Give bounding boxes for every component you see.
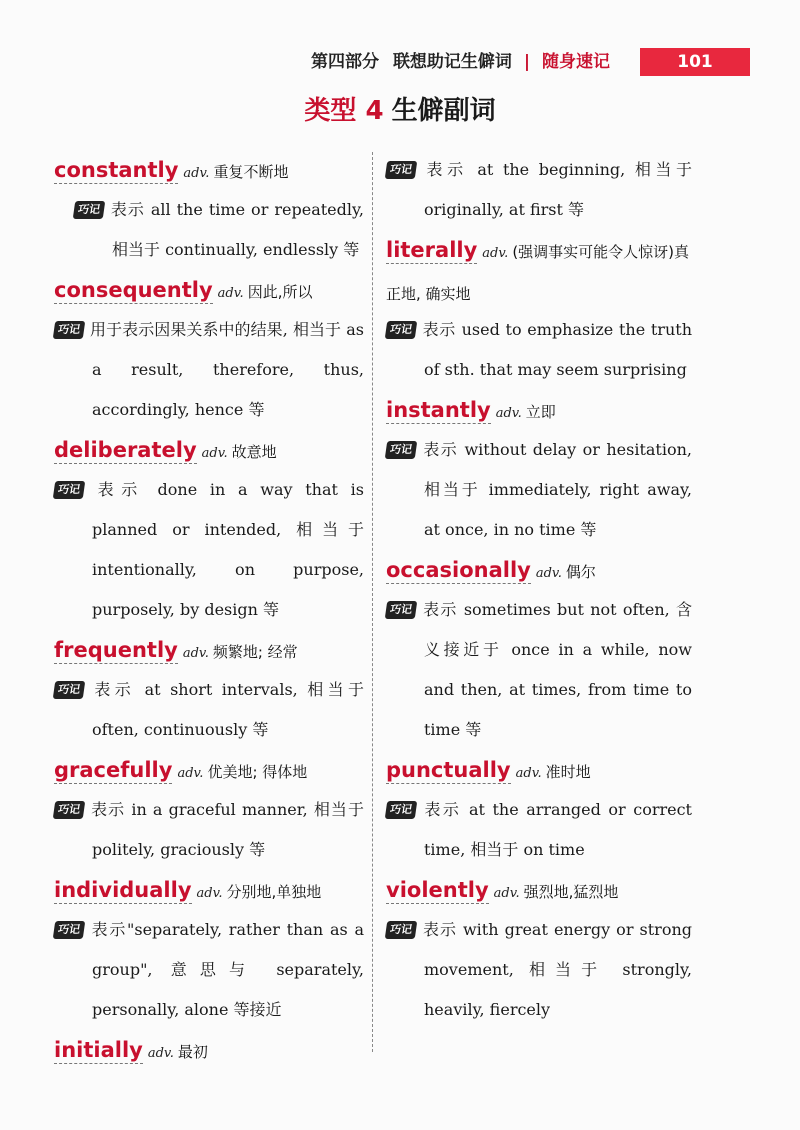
headword: individually	[54, 878, 192, 902]
meaning: 故意地	[231, 443, 277, 461]
note	[386, 310, 692, 390]
column-divider	[372, 152, 373, 1052]
meaning: 准时地	[545, 763, 591, 781]
memory-tag-icon: 巧记	[53, 921, 86, 939]
header-chapter: 联想助记生僻词	[392, 52, 512, 72]
headword: deliberately	[54, 438, 197, 462]
note	[386, 150, 692, 230]
note	[54, 670, 364, 750]
memory-tag-icon: 巧记	[385, 321, 418, 339]
note-text: 表示"separately, rather than as a group", 意思与 separately, personally, alone 等接近	[90, 920, 364, 1019]
entry	[54, 430, 364, 630]
part-of-speech: adv.	[482, 246, 509, 261]
headword: constantly	[54, 158, 179, 182]
note-text: 表示 done in a way that is planned or intended, 相当于 intentionally, on purpose, purposely, by design 等	[90, 480, 364, 619]
section-title	[0, 90, 800, 127]
part-of-speech: adv.	[177, 766, 204, 781]
note-text: 用于表示因果关系中的结果, 相当于 as a result, therefore, thus, accordingly, hence 等	[90, 320, 364, 419]
note-text: 表示 without delay or hesitation, 相当于 immediately, right away, at once, in no time 等	[422, 440, 692, 539]
entry	[54, 630, 364, 750]
note	[386, 910, 692, 1030]
header-title	[311, 48, 610, 76]
note-text: 表示 in a graceful manner, 相当于 politely, graciously 等	[90, 800, 364, 859]
right-column	[386, 150, 692, 1030]
memory-tag-icon: 巧记	[385, 601, 418, 619]
note	[54, 310, 364, 430]
part-of-speech: adv.	[493, 886, 520, 901]
section-name: 生僻副词	[391, 96, 496, 126]
note	[54, 790, 364, 870]
entry	[54, 150, 364, 270]
note-text: 表示 sometimes but not often, 含义接近于 once in a while, now and then, at times, from time to time 等	[422, 600, 692, 739]
memory-tag-icon: 巧记	[385, 801, 418, 819]
header-separator: |	[523, 52, 531, 72]
header-series: 随身速记	[542, 52, 610, 72]
memory-tag-icon: 巧记	[385, 441, 418, 459]
entry	[386, 750, 692, 870]
memory-tag-icon: 巧记	[385, 921, 418, 939]
header-part: 第四部分	[311, 52, 380, 72]
entry	[54, 750, 364, 870]
part-of-speech: adv.	[535, 566, 562, 581]
part-of-speech: adv.	[515, 766, 542, 781]
section-type: 类型 4	[304, 96, 384, 126]
entry	[386, 550, 692, 750]
part-of-speech: adv.	[183, 166, 210, 181]
page-header	[0, 48, 800, 76]
headword: violently	[386, 878, 489, 902]
part-of-speech: adv.	[182, 646, 209, 661]
memory-tag-icon: 巧记	[53, 681, 86, 699]
part-of-speech: adv.	[495, 406, 522, 421]
meaning: 因此,所以	[247, 283, 313, 301]
left-column	[54, 150, 364, 1070]
note-text: 表示 at short intervals, 相当于 often, continuously 等	[90, 680, 364, 739]
headword: frequently	[54, 638, 178, 662]
part-of-speech: adv.	[217, 286, 244, 301]
entry-continued	[386, 150, 692, 230]
note-text: 表示 used to emphasize the truth of sth. that may seem surprising	[422, 320, 692, 379]
headword: instantly	[386, 398, 491, 422]
part-of-speech: adv.	[147, 1046, 174, 1061]
memory-tag-icon: 巧记	[53, 481, 86, 499]
entry	[54, 1030, 364, 1070]
meaning: (强调事实可能令人惊讶)真正地, 确实地	[386, 243, 690, 303]
entry	[54, 270, 364, 430]
headword: consequently	[54, 278, 213, 302]
memory-tag-icon: 巧记	[53, 801, 86, 819]
note	[386, 790, 692, 870]
note-text: 表示 all the time or repeatedly, 相当于 continually, endlessly 等	[110, 200, 364, 259]
note	[54, 470, 364, 630]
part-of-speech: adv.	[201, 446, 228, 461]
entry	[386, 230, 692, 390]
note-text: 表示 at the beginning, 相当于 originally, at first 等	[422, 160, 692, 219]
note	[54, 910, 364, 1030]
meaning: 重复不断地	[213, 163, 289, 181]
meaning: 最初	[177, 1043, 208, 1061]
meaning: 强烈地,猛烈地	[523, 883, 619, 901]
headword: occasionally	[386, 558, 531, 582]
entry	[386, 390, 692, 550]
meaning: 分别地,单独地	[226, 883, 322, 901]
headword: punctually	[386, 758, 511, 782]
entry	[54, 870, 364, 1030]
entry	[386, 870, 692, 1030]
meaning: 立即	[525, 403, 556, 421]
note	[386, 430, 692, 550]
note	[386, 590, 692, 750]
meaning: 优美地; 得体地	[207, 763, 308, 781]
memory-tag-icon: 巧记	[385, 161, 418, 179]
headword: literally	[386, 238, 478, 262]
headword: initially	[54, 1038, 143, 1062]
meaning: 频繁地; 经常	[212, 643, 298, 661]
page-number: 101	[640, 48, 750, 76]
meaning: 偶尔	[565, 563, 596, 581]
note-text: 表示 at the arranged or correct time, 相当于 on time	[422, 800, 692, 859]
note-text: 表示 with great energy or strong movement, 相当于 strongly, heavily, fiercely	[422, 920, 692, 1019]
headword: gracefully	[54, 758, 173, 782]
memory-tag-icon: 巧记	[53, 321, 86, 339]
part-of-speech: adv.	[196, 886, 223, 901]
note	[54, 190, 364, 270]
memory-tag-icon: 巧记	[73, 201, 106, 219]
